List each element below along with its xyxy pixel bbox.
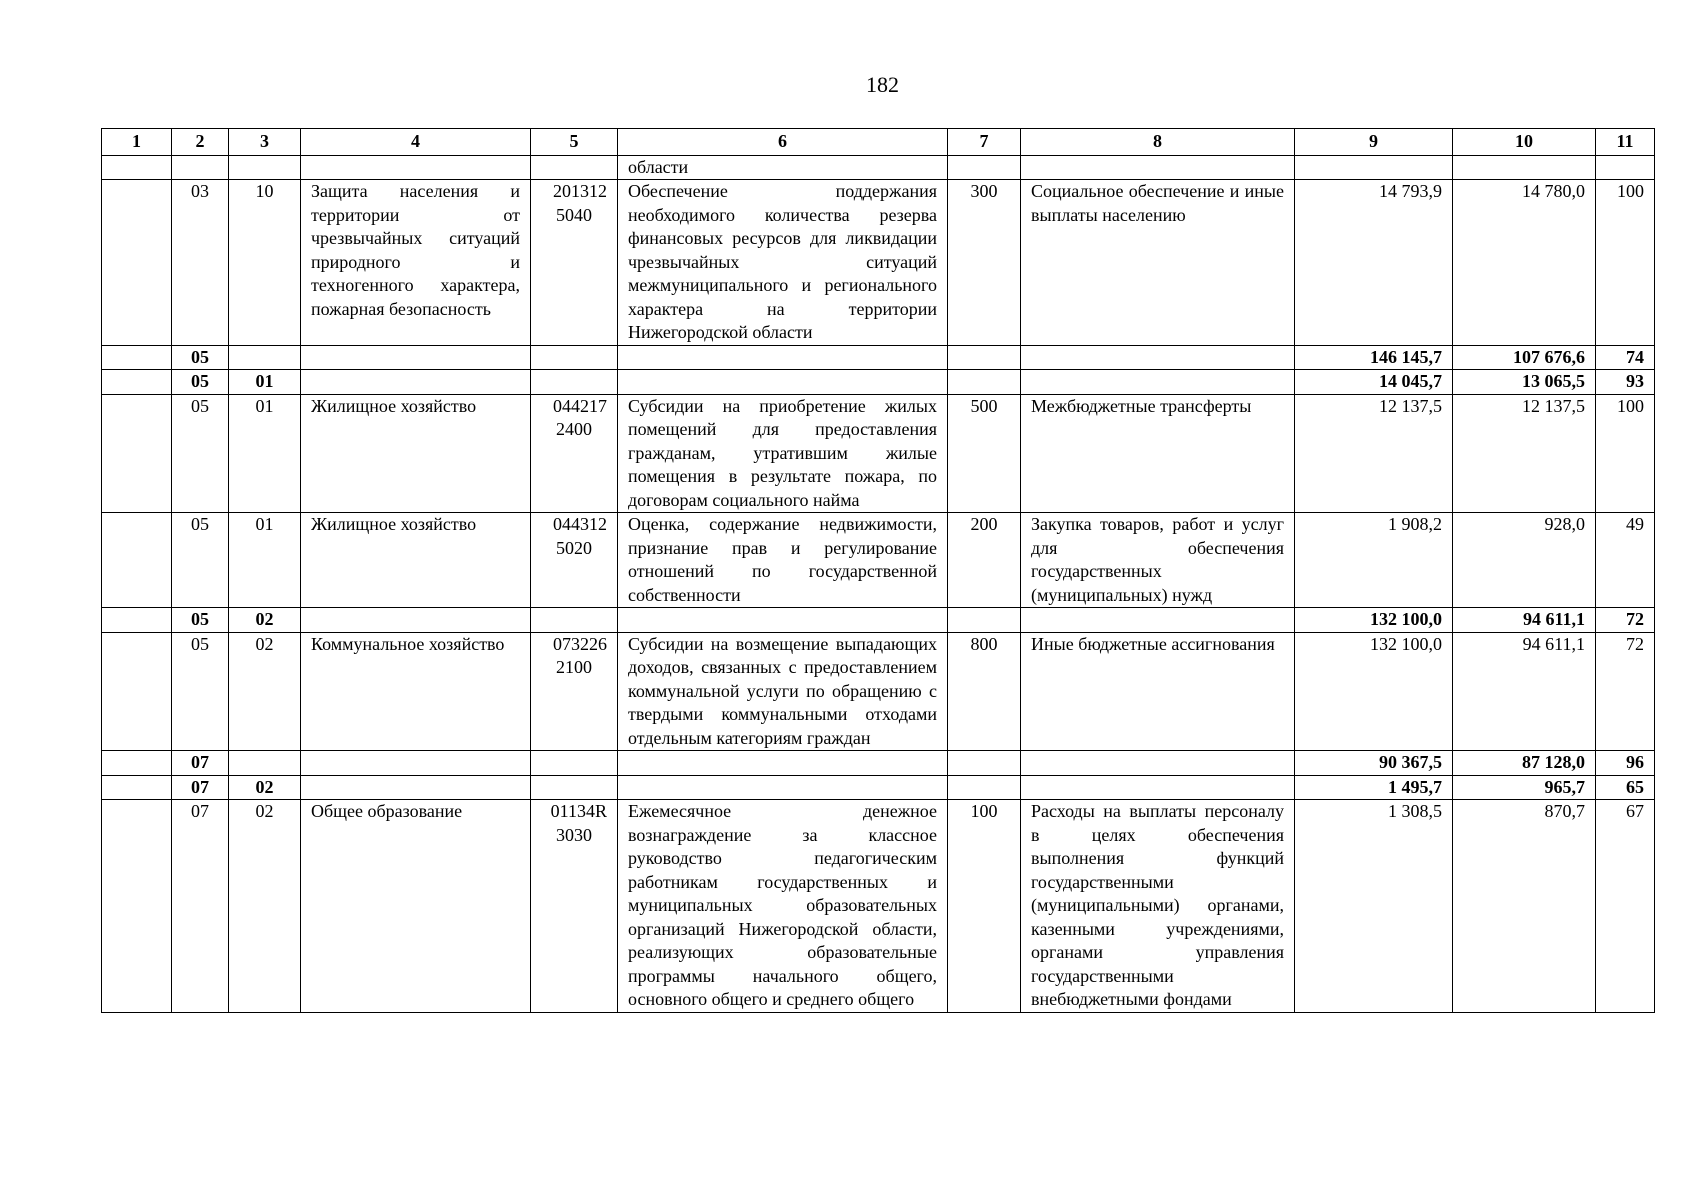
- expense-description: [618, 751, 948, 776]
- expense-type-code: [948, 370, 1021, 395]
- continuation-text: области: [618, 155, 948, 180]
- target-article-code: [531, 800, 618, 1013]
- execution-percent: 93: [1596, 370, 1655, 395]
- expense-type-name: Расходы на выплаты персоналу в целях обеспечения выполнения функций государственными (муниципальными) органами, казенными учреждениями, органами управления государственными внебюджетными фондами: [1021, 800, 1295, 1013]
- target-article-code-part1: 044217: [553, 395, 607, 416]
- col1-cell: [102, 394, 172, 513]
- expense-type-name: Социальное обеспечение и иные выплаты населению: [1021, 180, 1295, 346]
- expense-description: [618, 345, 948, 370]
- section-code: 03: [172, 180, 229, 346]
- column-header: 6: [618, 129, 948, 156]
- execution-percent: 72: [1596, 608, 1655, 633]
- expense-description: Субсидии на приобретение жилых помещений для предоставления гражданам, утратившим жилые помещения в результате пожара, по договорам социального найма: [618, 394, 948, 513]
- planned-amount: 90 367,5: [1295, 751, 1453, 776]
- table-row: [102, 513, 1655, 608]
- expense-type-code: 200: [948, 513, 1021, 608]
- expense-type-code: [948, 751, 1021, 776]
- section-code: 07: [172, 800, 229, 1013]
- execution-percent: 100: [1596, 180, 1655, 346]
- expense-description: [618, 608, 948, 633]
- subsection-name: Жилищное хозяйство: [301, 513, 531, 608]
- table-cell: [1295, 155, 1453, 180]
- target-article-code-part2: 2400: [556, 419, 592, 439]
- planned-amount: 14 793,9: [1295, 180, 1453, 346]
- expense-type-code: 100: [948, 800, 1021, 1013]
- column-header: 1: [102, 129, 172, 156]
- expense-type-code: 500: [948, 394, 1021, 513]
- col1-cell: [102, 632, 172, 751]
- planned-amount: 132 100,0: [1295, 608, 1453, 633]
- section-code: 05: [172, 632, 229, 751]
- column-header: 4: [301, 129, 531, 156]
- actual-amount: 13 065,5: [1453, 370, 1596, 395]
- expense-type-name: Иные бюджетные ассигнования: [1021, 632, 1295, 751]
- expense-description: [618, 370, 948, 395]
- column-header: 2: [172, 129, 229, 156]
- subsection-name: Коммунальное хозяйство: [301, 632, 531, 751]
- table-cell: [229, 155, 301, 180]
- subtotal-row: [102, 775, 1655, 800]
- target-article-code-part1: 01134R: [550, 801, 607, 821]
- execution-percent: 96: [1596, 751, 1655, 776]
- subsection-name: Жилищное хозяйство: [301, 394, 531, 513]
- target-article-code: [531, 513, 618, 608]
- expense-description: Оценка, содержание недвижимости, признание прав и регулирование отношений по государственной собственности: [618, 513, 948, 608]
- target-article-code: [531, 632, 618, 751]
- expense-type-name: [1021, 345, 1295, 370]
- subtotal-row: [102, 751, 1655, 776]
- target-article-code-part1: 201312: [553, 181, 607, 201]
- table-cell: [102, 155, 172, 180]
- execution-percent: 74: [1596, 345, 1655, 370]
- planned-amount: 12 137,5: [1295, 394, 1453, 513]
- actual-amount: 928,0: [1453, 513, 1596, 608]
- col1-cell: [102, 513, 172, 608]
- planned-amount: 14 045,7: [1295, 370, 1453, 395]
- subsection-code: 02: [229, 608, 301, 633]
- actual-amount: 965,7: [1453, 775, 1596, 800]
- budget-table: [101, 128, 1655, 1013]
- table-row: [102, 394, 1655, 513]
- actual-amount: 87 128,0: [1453, 751, 1596, 776]
- planned-amount: 146 145,7: [1295, 345, 1453, 370]
- section-code: 05: [172, 370, 229, 395]
- col1-cell: [102, 608, 172, 633]
- subsection-code: [229, 751, 301, 776]
- expense-type-name: [1021, 775, 1295, 800]
- column-header: 11: [1596, 129, 1655, 156]
- section-code: 05: [172, 608, 229, 633]
- expense-description: Субсидии на возмещение выпадающих доходов, связанных с предоставлением коммунальной услуги по обращению с твердыми коммунальными отходами отдельным категориям граждан: [618, 632, 948, 751]
- planned-amount: 132 100,0: [1295, 632, 1453, 751]
- column-header: 7: [948, 129, 1021, 156]
- actual-amount: 94 611,1: [1453, 608, 1596, 633]
- table-cell: [1021, 155, 1295, 180]
- col1-cell: [102, 751, 172, 776]
- target-article-code: [531, 345, 618, 370]
- expense-description: Обеспечение поддержания необходимого количества резерва финансовых ресурсов для ликвидации чрезвычайных ситуаций межмуниципального и регионального характера на территории Нижегородской области: [618, 180, 948, 346]
- actual-amount: 94 611,1: [1453, 632, 1596, 751]
- target-article-code-part2: 5040: [556, 204, 592, 225]
- target-article-code: [531, 751, 618, 776]
- column-header: 5: [531, 129, 618, 156]
- expense-type-name: Межбюджетные трансферты: [1021, 394, 1295, 513]
- target-article-code-part2: 3030: [556, 824, 592, 845]
- subsection-name: Общее образование: [301, 800, 531, 1013]
- expense-type-code: [948, 775, 1021, 800]
- section-code: 07: [172, 775, 229, 800]
- planned-amount: 1 908,2: [1295, 513, 1453, 608]
- execution-percent: 72: [1596, 632, 1655, 751]
- table-cell: [1453, 155, 1596, 180]
- subsection-name: [301, 751, 531, 776]
- execution-percent: 49: [1596, 513, 1655, 608]
- subsection-name: [301, 345, 531, 370]
- subsection-name: [301, 608, 531, 633]
- continuation-row: [102, 155, 1655, 180]
- subsection-code: 01: [229, 394, 301, 513]
- actual-amount: 870,7: [1453, 800, 1596, 1013]
- table-body: [102, 129, 1655, 1013]
- table-row: [102, 632, 1655, 751]
- table-cell: [301, 155, 531, 180]
- target-article-code-part1: 073226: [553, 633, 607, 654]
- section-code: 05: [172, 345, 229, 370]
- target-article-code: [531, 394, 618, 513]
- section-code: 05: [172, 394, 229, 513]
- table-row: [102, 800, 1655, 1013]
- col1-cell: [102, 775, 172, 800]
- actual-amount: 12 137,5: [1453, 394, 1596, 513]
- subsection-name: Защита населения и территории от чрезвычайных ситуаций природного и техногенного характера, пожарная безопасность: [301, 180, 531, 346]
- table-cell: [1596, 155, 1655, 180]
- column-header: 3: [229, 129, 301, 156]
- column-header: 8: [1021, 129, 1295, 156]
- expense-type-code: 800: [948, 632, 1021, 751]
- subsection-name: [301, 775, 531, 800]
- subsection-code: 01: [229, 370, 301, 395]
- expense-description: [618, 775, 948, 800]
- target-article-code: [531, 775, 618, 800]
- col1-cell: [102, 370, 172, 395]
- target-article-code: [531, 180, 618, 346]
- actual-amount: 107 676,6: [1453, 345, 1596, 370]
- execution-percent: 100: [1596, 394, 1655, 513]
- execution-percent: 67: [1596, 800, 1655, 1013]
- section-code: 07: [172, 751, 229, 776]
- subtotal-row: [102, 345, 1655, 370]
- subtotal-row: [102, 370, 1655, 395]
- expense-type-code: [948, 345, 1021, 370]
- subsection-code: 01: [229, 513, 301, 608]
- subsection-code: 02: [229, 800, 301, 1013]
- table-row: [102, 180, 1655, 346]
- planned-amount: 1 495,7: [1295, 775, 1453, 800]
- subsection-code: 02: [229, 775, 301, 800]
- target-article-code-part2: 2100: [556, 657, 592, 677]
- column-header: 10: [1453, 129, 1596, 156]
- page-number: 182: [866, 72, 899, 97]
- column-number-row: [102, 129, 1655, 156]
- table-cell: [531, 155, 618, 180]
- expense-type-name: [1021, 751, 1295, 776]
- planned-amount: 1 308,5: [1295, 800, 1453, 1013]
- subsection-code: 10: [229, 180, 301, 346]
- subsection-name: [301, 370, 531, 395]
- target-article-code-part1: 044312: [553, 514, 607, 534]
- expense-description: Ежемесячное денежное вознаграждение за классное руководство педагогическим работникам государственных и муниципальных образовательных организаций Нижегородской области, реализующих образовательные программы начального общего, основного общего и среднего общего: [618, 800, 948, 1013]
- col1-cell: [102, 180, 172, 346]
- target-article-code-part2: 5020: [556, 537, 592, 558]
- col1-cell: [102, 800, 172, 1013]
- section-code: 05: [172, 513, 229, 608]
- expense-type-name: Закупка товаров, работ и услуг для обеспечения государственных (муниципальных) нужд: [1021, 513, 1295, 608]
- expense-type-code: [948, 608, 1021, 633]
- execution-percent: 65: [1596, 775, 1655, 800]
- subsection-code: 02: [229, 632, 301, 751]
- actual-amount: 14 780,0: [1453, 180, 1596, 346]
- expense-type-code: 300: [948, 180, 1021, 346]
- column-header: 9: [1295, 129, 1453, 156]
- table-cell: [948, 155, 1021, 180]
- col1-cell: [102, 345, 172, 370]
- subtotal-row: [102, 608, 1655, 633]
- target-article-code: [531, 370, 618, 395]
- expense-type-name: [1021, 370, 1295, 395]
- target-article-code: [531, 608, 618, 633]
- subsection-code: [229, 345, 301, 370]
- table-cell: [172, 155, 229, 180]
- expense-type-name: [1021, 608, 1295, 633]
